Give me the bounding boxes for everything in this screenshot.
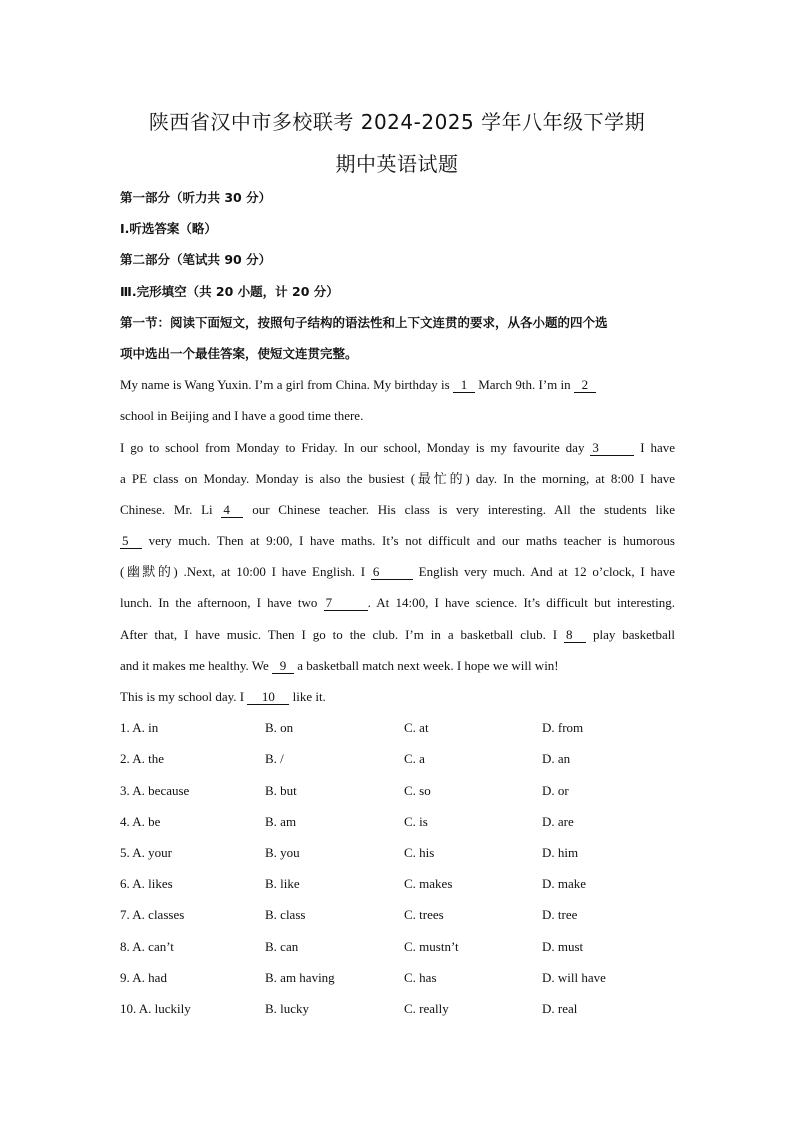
option-d: D. make xyxy=(542,876,587,892)
passage-line: 5 very much. Then at 9:00, I have maths. It’s not difficult and our maths teacher is humorous xyxy=(122,533,675,549)
blank-8: 8 xyxy=(564,628,586,643)
section-cloze: Ⅲ.完形填空（共 20 小题，计 20 分） xyxy=(120,283,339,299)
instruction-line-1: 第一节：阅读下面短文，按照句子结构的语法性和上下文连贯的要求，从各小题的四个选 xyxy=(120,314,608,330)
option-c: C. his xyxy=(404,844,435,860)
blank-3: 3 xyxy=(590,441,634,456)
passage-line: Chinese. Mr. Li 4 our Chinese teacher. His class is very interesting. All the students like xyxy=(120,501,675,517)
option-row xyxy=(120,743,675,774)
option-a: 7. A. classes xyxy=(120,907,185,923)
passage-line: After that, I have music. Then I go to the club. I’m in a basketball club. I 8 play basketball xyxy=(120,626,675,642)
option-c: C. makes xyxy=(404,876,453,892)
passage-line: My name is Wang Yuxin. I’m a girl from China. My birthday is 1 March 9th. I’m in 2 xyxy=(120,369,675,400)
exam-content xyxy=(120,182,675,1024)
option-a: 4. A. be xyxy=(120,813,161,829)
blank-6: 6 xyxy=(371,565,413,580)
blank-9: 9 xyxy=(272,659,294,674)
passage-line: and it makes me healthy. We 9 a basketball match next week. I hope we will win! xyxy=(120,657,559,673)
option-a: 6. A. likes xyxy=(120,876,173,892)
option-b: B. like xyxy=(265,876,300,892)
option-c: C. is xyxy=(404,813,428,829)
exam-subtitle: 期中英语试题 xyxy=(335,152,459,176)
option-a: 8. A. can’t xyxy=(120,938,174,954)
option-row xyxy=(120,806,675,837)
option-d: D. from xyxy=(542,720,584,736)
blank-4: 4 xyxy=(221,503,243,518)
section-part2: 第二部分（笔试共 90 分） xyxy=(120,252,272,268)
option-c: C. at xyxy=(404,720,429,736)
option-a: 1. A. in xyxy=(120,720,159,736)
option-row xyxy=(120,868,675,899)
blank-1: 1 xyxy=(453,378,475,393)
option-row xyxy=(120,712,675,743)
option-c: C. a xyxy=(404,751,425,767)
option-b: B. on xyxy=(265,720,294,736)
passage-line: lunch. In the afternoon, I have two 7 . At 14:00, I have science. It’s difficult but interesting. xyxy=(120,595,675,611)
option-a: 10. A. luckily xyxy=(120,1000,191,1016)
option-d: D. will have xyxy=(542,969,606,985)
option-row xyxy=(120,899,675,930)
option-b: B. am having xyxy=(265,969,335,985)
option-d: D. must xyxy=(542,938,584,954)
option-a: 3. A. because xyxy=(120,782,190,798)
option-d: D. real xyxy=(542,1000,578,1016)
options-list xyxy=(120,712,675,1024)
option-row xyxy=(120,775,675,806)
option-c: C. trees xyxy=(404,907,444,923)
option-a: 5. A. your xyxy=(120,844,172,860)
option-row xyxy=(120,962,675,993)
blank-10: 10 xyxy=(247,690,289,705)
option-b: B. class xyxy=(265,907,306,923)
blank-5: 5 xyxy=(120,534,142,549)
option-c: C. so xyxy=(404,782,431,798)
option-b: B. but xyxy=(265,782,297,798)
option-d: D. are xyxy=(542,813,574,829)
section-part1: 第一部分（听力共 30 分） xyxy=(120,190,272,205)
exam-title: 陕西省汉中市多校联考 2024-2025 学年八年级下学期 xyxy=(148,110,646,134)
option-d: D. tree xyxy=(542,907,578,923)
option-d: D. an xyxy=(542,751,571,767)
option-c: C. really xyxy=(404,1000,449,1016)
option-b: B. / xyxy=(265,751,284,767)
passage-line: (幽默的) .Next, at 10:00 I have English. I 6 English very much. And at 12 o’clock, I have xyxy=(120,564,675,580)
section-listening: Ⅰ.听选答案（略） xyxy=(120,221,217,237)
option-b: B. lucky xyxy=(265,1000,310,1016)
option-a: 2. A. the xyxy=(120,751,165,767)
passage-line: a PE class on Monday. Monday is also the busiest (最忙的) day. In the morning, at 8:00 I have xyxy=(120,470,675,486)
blank-2: 2 xyxy=(574,378,596,393)
instruction-line-2: 项中选出一个最佳答案，使短文连贯完整。 xyxy=(120,345,358,361)
option-d: D. or xyxy=(542,782,569,798)
option-c: C. has xyxy=(404,969,437,985)
option-b: B. you xyxy=(265,844,300,860)
option-row xyxy=(120,837,675,868)
passage-line: This is my school day. I 10 like it. xyxy=(120,689,326,704)
option-row xyxy=(120,931,675,962)
option-row xyxy=(120,993,675,1024)
passage-line: I go to school from Monday to Friday. In our school, Monday is my favourite day 3 I have xyxy=(120,439,675,455)
option-d: D. him xyxy=(542,844,579,860)
option-b: B. am xyxy=(265,813,297,829)
option-c: C. mustn’t xyxy=(404,938,459,954)
option-a: 9. A. had xyxy=(120,969,167,985)
blank-7: 7 xyxy=(324,596,368,611)
option-b: B. can xyxy=(265,938,299,954)
passage-line: school in Beijing and I have a good time there. xyxy=(120,408,364,424)
